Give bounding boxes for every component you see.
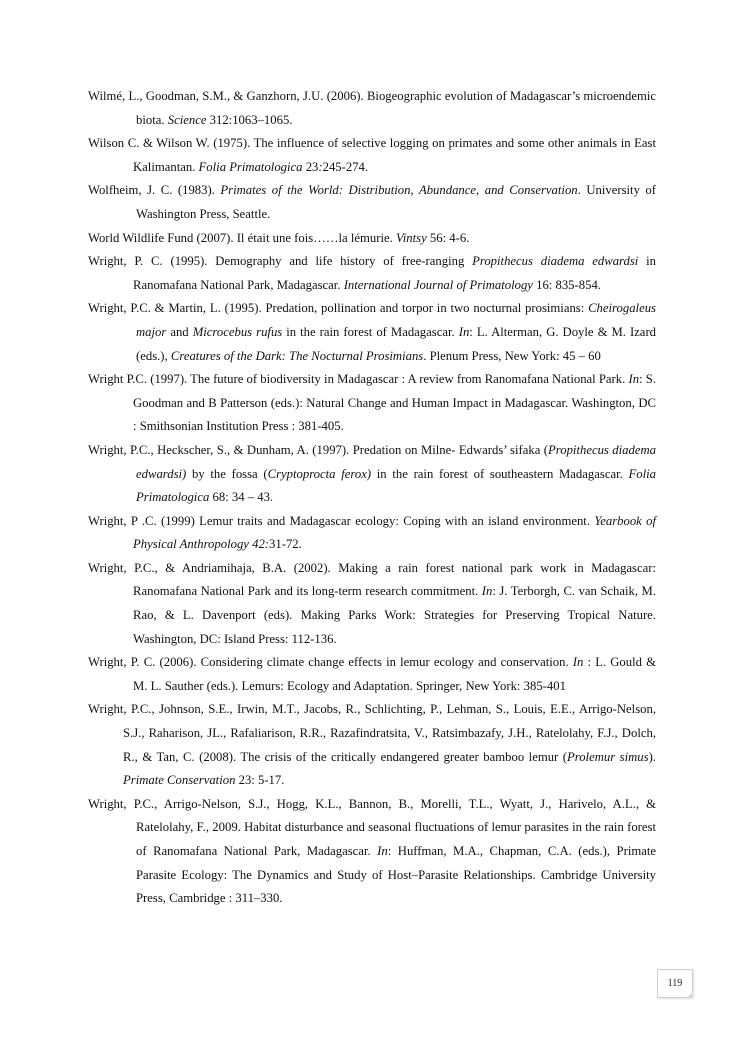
reference-entry (88, 132, 656, 179)
reference-text: Wright, P. C. (1995). Demography and life history of free-ranging (88, 254, 473, 269)
reference-text: : L. Gould & M. L. Sauther (eds.). Lemurs: Ecology and Adaptation. Springer, New York: 385-401 (133, 655, 657, 693)
reference-text: . University of Washington Press, Seattle. (136, 183, 656, 221)
reference-text: in Ranomafana National Park, Madagascar. (133, 254, 657, 292)
reference-italic-text: Microcebus rufus (192, 324, 283, 339)
reference-italic-text: Propithecus diadema edwardsi) (136, 442, 656, 481)
reference-entry (88, 557, 656, 651)
reference-italic-text: Vintsy (395, 230, 427, 245)
reference-text: by the fossa ( (186, 466, 268, 481)
reference-text: 56: 4-6. (426, 230, 470, 245)
reference-italic-text: Prolemur simus (567, 749, 649, 764)
reference-text: Wilson C. & Wilson W. (1975). The influence of selective logging on primates and some other animals in East Kalimantan. (88, 136, 656, 174)
page-curl-decoration (687, 992, 693, 998)
reference-entry (88, 651, 656, 698)
reference-italic-text: Cryptoprocta ferox) (267, 466, 372, 481)
reference-text: Wright, P.C., Johnson, S.E., Irwin, M.T., Jacobs, R., Schlichting, P., Lehman, S., Louis, E.E., Arrigo-Nelson, S.J., Raharison, JL., Rafaliarison, R.R., Razafindratsita, V., Ratsimbazafy, J.H., Ratelolahy, F.J., Dolch, R., & Tan, C. (2008). The crisis of the critically endangered greater bamboo lemur ( (88, 702, 656, 764)
reference-text: 68: 34 – 43. (209, 490, 274, 505)
reference-italic-text: In (377, 844, 388, 858)
reference-entry (88, 510, 656, 557)
reference-entry (88, 368, 656, 439)
reference-text: : S. Goodman and B Patterson (eds.): Natural Change and Human Impact in Madagascar. Washington, DC : Smithsonian Institution Press : 381-405. (133, 372, 656, 434)
reference-italic-text: In (572, 655, 584, 670)
reference-entry (88, 793, 656, 911)
reference-text: Wilmé, L., Goodman, S.M., & Ganzhorn, J.U. (2006). Biogeographic evolution of Madagascar’s microendemic biota. (88, 89, 656, 127)
reference-text: World Wildlife Fund (2007). Il était une fois……la lémurie. (88, 230, 396, 245)
reference-text: 31-72. (269, 537, 302, 552)
reference-italic-text: Creatures of the Dark: The Nocturnal Prosimians (170, 348, 424, 363)
reference-italic-text: Propithecus diadema edwardsi (472, 254, 639, 269)
page-number: 119 (667, 978, 683, 989)
reference-text: Wright, P.C., Heckscher, S., & Dunham, A. (1997). Predation on Milne- Edwards’ sifaka ( (88, 442, 549, 457)
reference-italic-text: Folia Primatologica (198, 159, 303, 174)
reference-text: Wright, P .C. (1999) Lemur traits and Madagascar ecology: Coping with an island environment. (88, 513, 595, 528)
reference-entry (88, 250, 656, 297)
reference-text: Wright, P.C., Arrigo-Nelson, S.J., Hogg, K.L., Bannon, B., Morelli, T.L., Wyatt, J., Harivelo, A.L., & Ratelolahy, F., 2009. Habitat disturbance and seasonal fluctuations of lemur parasites in the rain forest of Ranomafana National Park, Madagascar. (88, 796, 656, 858)
reference-italic-text: Cheirogaleus major (136, 301, 656, 339)
reference-italic-text: In (481, 584, 493, 599)
reference-entry (88, 227, 656, 251)
reference-text: : Huffman, M.A., Chapman, C.A. (eds.), Primate Parasite Ecology: The Dynamics and Study of Host–Parasite Relationships. Cambridge University Press, Cambridge : 311–330. (136, 844, 656, 906)
reference-entry (88, 179, 656, 226)
reference-text: 245-274. (322, 159, 369, 174)
reference-text: and (166, 324, 193, 339)
reference-italic-text: Folia Primatologica (136, 466, 656, 505)
reference-italic-text: In (458, 324, 470, 339)
reference-text: . Plenum Press, New York: 45 – 60 (423, 348, 601, 363)
reference-text: 23 (302, 159, 319, 174)
reference-text: 312:1063–1065. (206, 112, 293, 127)
reference-list (88, 85, 656, 911)
reference-italic-text: : (318, 159, 323, 174)
reference-entry (88, 85, 656, 132)
reference-text: Wright, P.C. & Martin, L. (1995). Predation, pollination and torpor in two nocturnal prosimians: (88, 301, 589, 316)
reference-italic-text: Yearbook of Physical Anthropology 42: (133, 513, 657, 552)
reference-italic-text: Science (167, 112, 207, 127)
reference-text: in the rain forest of Madagascar. (282, 324, 459, 339)
reference-text: 23: 5-17. (235, 773, 285, 788)
reference-text: : J. Terborgh, C. van Schaik, M. Rao, & L. Davenport (eds). Making Parks Work: Strategies for Preserving Tropical Nature. Washington, DC: Island Press: 112-136. (133, 584, 656, 646)
reference-text: Wright, P. C. (2006). Considering climate change effects in lemur ecology and conservation. (88, 655, 573, 670)
reference-entry (88, 698, 656, 792)
reference-text: Wright P.C. (1997). The future of biodiversity in Madagascar : A review from Ranomafana National Park. (88, 372, 629, 387)
reference-text: Wright, P.C., & Andriamihaja, B.A. (2002). Making a rain forest national park work in Madagascar: Ranomafana National Park and its long-term research commitment. (88, 560, 656, 599)
reference-text: in the rain forest of southeastern Madagascar. (371, 466, 629, 481)
reference-text: : L. Alterman, G. Doyle & M. Izard (eds.), (136, 324, 657, 363)
reference-italic-text: In (628, 372, 640, 387)
reference-italic-text: Primate Conservation (123, 773, 236, 788)
reference-text: ). (648, 749, 656, 764)
reference-italic-text: Primates of the World: Distribution, Abundance, and Conservation (220, 183, 578, 198)
page-number-box (657, 969, 693, 998)
reference-entry (88, 297, 656, 368)
reference-text: 16: 835-854. (532, 277, 601, 292)
reference-entry (88, 439, 656, 510)
reference-text: Wolfheim, J. C. (1983). (88, 183, 221, 198)
reference-italic-text: International Journal of Primatology (343, 277, 533, 292)
